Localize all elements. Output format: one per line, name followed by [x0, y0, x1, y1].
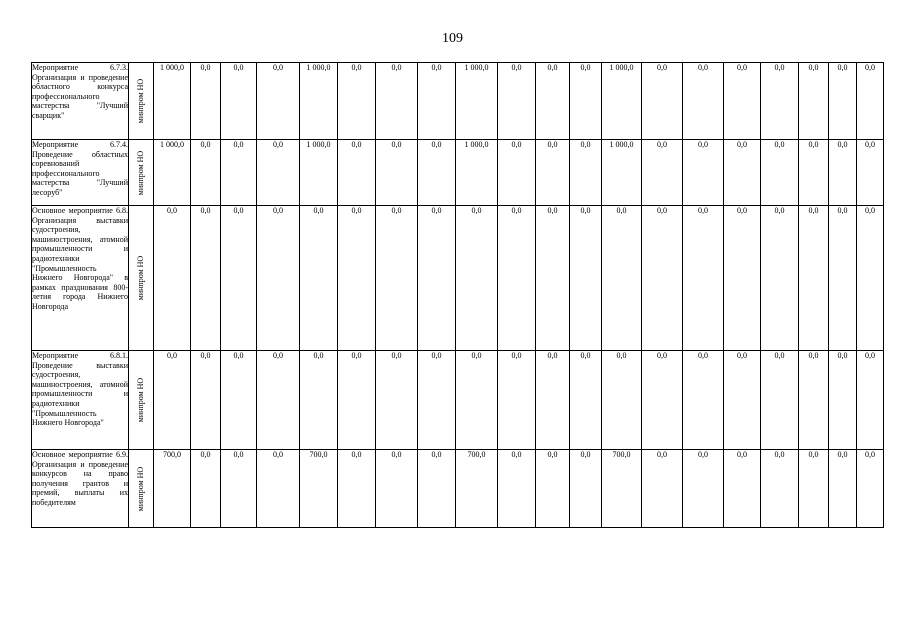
funding-value: 0,0 [221, 450, 257, 528]
funding-value: 1 000,0 [154, 140, 191, 206]
funding-value: 0,0 [642, 351, 683, 450]
funding-value: 0,0 [498, 450, 536, 528]
responsible-executor: минпром НО [136, 466, 146, 511]
funding-value: 0,0 [536, 351, 570, 450]
funding-value: 0,0 [683, 450, 724, 528]
funding-value: 0,0 [642, 206, 683, 351]
funding-value: 0,0 [498, 140, 536, 206]
funding-value: 0,0 [338, 351, 376, 450]
funding-value: 0,0 [221, 140, 257, 206]
funding-value: 0,0 [857, 63, 884, 140]
funding-value: 0,0 [257, 450, 300, 528]
funding-value: 0,0 [300, 351, 338, 450]
funding-value: 0,0 [418, 63, 456, 140]
activity-description: Основное мероприятие 6.9. Организация и проведение конкурсов на право получения грантов и премий, выплаты их победителям [32, 450, 129, 528]
funding-value: 0,0 [570, 63, 602, 140]
funding-value: 0,0 [498, 63, 536, 140]
funding-value: 0,0 [799, 450, 829, 528]
responsible-executor: минпром НО [136, 150, 146, 195]
funding-value: 1 000,0 [300, 140, 338, 206]
funding-value: 0,0 [799, 206, 829, 351]
responsible-executor: минпром НО [136, 377, 146, 423]
table-row [32, 140, 884, 206]
funding-value: 0,0 [829, 206, 857, 351]
funding-value: 0,0 [498, 351, 536, 450]
funding-value: 0,0 [221, 63, 257, 140]
page-number: 109 [442, 31, 463, 46]
funding-value: 0,0 [376, 351, 418, 450]
funding-value: 0,0 [191, 351, 221, 450]
table-row [32, 63, 884, 140]
funding-value: 0,0 [761, 140, 799, 206]
funding-value: 0,0 [300, 206, 338, 351]
funding-value: 0,0 [221, 206, 257, 351]
funding-value: 0,0 [418, 351, 456, 450]
funding-value: 0,0 [799, 351, 829, 450]
funding-value: 0,0 [683, 206, 724, 351]
funding-value: 0,0 [418, 450, 456, 528]
funding-value: 0,0 [154, 206, 191, 351]
funding-value: 0,0 [829, 450, 857, 528]
funding-value: 0,0 [857, 450, 884, 528]
table-row [32, 206, 884, 351]
funding-value: 0,0 [456, 206, 498, 351]
funding-value: 0,0 [418, 140, 456, 206]
funding-value: 1 000,0 [456, 63, 498, 140]
table-row [32, 351, 884, 450]
funding-value: 0,0 [829, 140, 857, 206]
responsible-cell [129, 140, 154, 206]
funding-value: 0,0 [570, 351, 602, 450]
activity-description: Мероприятие 6.7.3. Организация и проведение областного конкурса профессионального мастерства "Лучший сварщик" [32, 63, 129, 140]
funding-value: 0,0 [642, 140, 683, 206]
funding-value: 700,0 [602, 450, 642, 528]
funding-value: 0,0 [376, 206, 418, 351]
responsible-executor: минпром НО [136, 255, 146, 301]
funding-value: 0,0 [191, 63, 221, 140]
funding-value: 0,0 [761, 351, 799, 450]
funding-value: 0,0 [536, 450, 570, 528]
funding-value: 0,0 [724, 63, 761, 140]
funding-value: 0,0 [642, 450, 683, 528]
funding-value: 1 000,0 [456, 140, 498, 206]
funding-value: 0,0 [191, 450, 221, 528]
funding-value: 0,0 [221, 351, 257, 450]
funding-value: 0,0 [724, 140, 761, 206]
funding-value: 0,0 [418, 206, 456, 351]
responsible-executor: минпром НО [136, 78, 146, 124]
funding-value: 0,0 [154, 351, 191, 450]
funding-value: 0,0 [191, 206, 221, 351]
funding-value: 0,0 [570, 206, 602, 351]
funding-value: 0,0 [338, 140, 376, 206]
funding-value: 0,0 [799, 63, 829, 140]
activity-description: Мероприятие 6.8.1. Проведение выставки судостроения, машиностроения, атомной промышленности и радиотехники "Промышленность Нижнего Новгорода" [32, 351, 129, 450]
funding-value: 0,0 [761, 450, 799, 528]
responsible-cell [129, 351, 154, 450]
funding-value: 0,0 [536, 206, 570, 351]
funding-value: 0,0 [829, 63, 857, 140]
funding-value: 0,0 [857, 351, 884, 450]
funding-value: 700,0 [300, 450, 338, 528]
responsible-cell [129, 450, 154, 528]
funding-value: 0,0 [498, 206, 536, 351]
budget-table [31, 62, 884, 528]
funding-value: 0,0 [257, 140, 300, 206]
funding-value: 0,0 [257, 63, 300, 140]
funding-value: 0,0 [376, 63, 418, 140]
funding-value: 0,0 [724, 351, 761, 450]
funding-value: 0,0 [456, 351, 498, 450]
funding-value: 700,0 [456, 450, 498, 528]
funding-value: 1 000,0 [602, 140, 642, 206]
funding-value: 0,0 [257, 351, 300, 450]
funding-value: 0,0 [829, 351, 857, 450]
funding-value: 1 000,0 [300, 63, 338, 140]
funding-value: 0,0 [642, 63, 683, 140]
funding-value: 0,0 [683, 63, 724, 140]
responsible-cell [129, 63, 154, 140]
funding-value: 0,0 [724, 450, 761, 528]
funding-value: 0,0 [602, 351, 642, 450]
activity-description: Мероприятие 6.7.4. Проведение областных соревнований профессионального мастерства "Лучший лесоруб" [32, 140, 129, 206]
funding-value: 0,0 [570, 450, 602, 528]
funding-value: 0,0 [257, 206, 300, 351]
funding-value: 1 000,0 [602, 63, 642, 140]
funding-value: 0,0 [724, 206, 761, 351]
funding-value: 0,0 [857, 206, 884, 351]
activity-description: Основное мероприятие 6.8. Организация выставки судостроения, машиностроения, атомной промышленности и радиотехники "Промышленность Нижнего Новгорода" в рамках празднования 800-летия города Нижнего Новгорода [32, 206, 129, 351]
funding-value: 1 000,0 [154, 63, 191, 140]
funding-value: 0,0 [761, 63, 799, 140]
funding-value: 0,0 [683, 140, 724, 206]
funding-value: 0,0 [338, 450, 376, 528]
funding-value: 0,0 [191, 140, 221, 206]
table-row [32, 450, 884, 528]
funding-value: 0,0 [799, 140, 829, 206]
responsible-cell [129, 206, 154, 351]
funding-value: 0,0 [376, 140, 418, 206]
funding-value: 0,0 [376, 450, 418, 528]
funding-value: 700,0 [154, 450, 191, 528]
funding-value: 0,0 [338, 63, 376, 140]
funding-value: 0,0 [536, 140, 570, 206]
funding-value: 0,0 [570, 140, 602, 206]
funding-value: 0,0 [857, 140, 884, 206]
funding-value: 0,0 [602, 206, 642, 351]
funding-value: 0,0 [683, 351, 724, 450]
funding-value: 0,0 [761, 206, 799, 351]
funding-value: 0,0 [536, 63, 570, 140]
funding-value: 0,0 [338, 206, 376, 351]
